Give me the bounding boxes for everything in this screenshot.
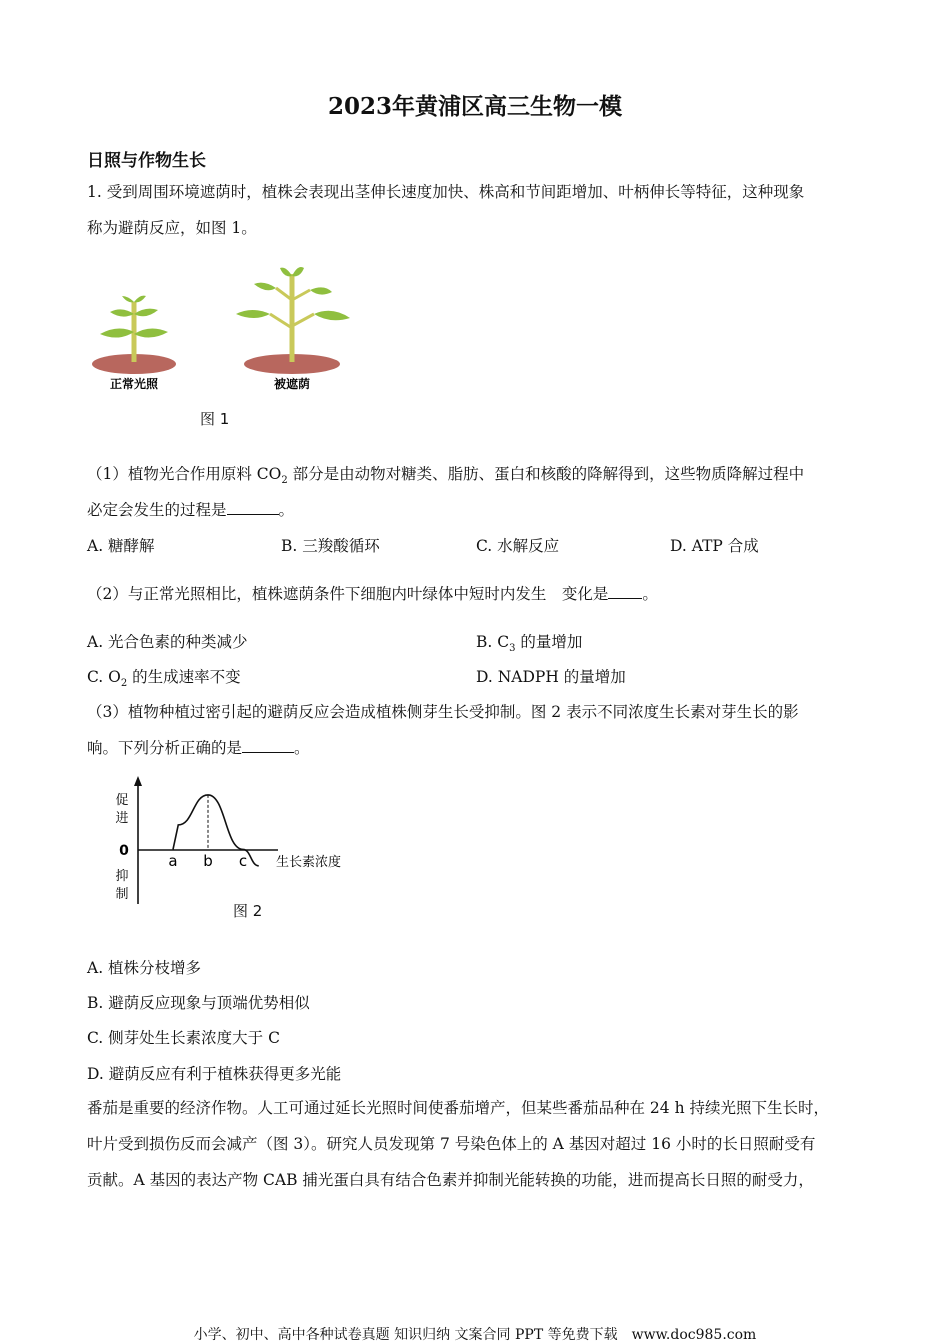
q1-1-stem-text-b: 部分是由动物对糖类、脂肪、蛋白和核酸的降解得到，这些物质降解过程中 [287, 465, 805, 483]
figure-1 [88, 262, 358, 402]
y-axis-arrow [134, 776, 142, 786]
q1-3-option-c: C. 侧芽处生长素浓度大于 C [87, 1029, 280, 1047]
page-title: 2023年黄浦区高三生物一模 [327, 93, 622, 120]
fig1-shaded-label: 被遮荫 [273, 377, 311, 391]
y-label-promote-1: 促 [115, 793, 129, 808]
q1-3-option-d: D. 避荫反应有利于植株获得更多光能 [87, 1065, 342, 1083]
x-tick-c: c [238, 852, 248, 870]
q1-1-stem-end: 。 [278, 501, 295, 519]
q1-2-option-a: A. 光合色素的种类减少 [87, 633, 248, 651]
normal-plant-illustration [92, 296, 176, 374]
q1-2-option-c [87, 667, 241, 694]
q1-1-option-b: B. 三羧酸循环 [281, 537, 380, 555]
shaded-plant-illustration [236, 267, 350, 374]
q1-3-stem-line2 [87, 738, 310, 758]
q1-2-option-b [476, 632, 582, 659]
q1-2-option-b-post: 的量增加 [515, 633, 583, 651]
q1-2-option-d: D. NADPH 的量增加 [476, 668, 626, 686]
y-label-promote-2: 进 [115, 811, 129, 826]
q1-1-option-a: A. 糖酵解 [87, 537, 155, 555]
y-label-inhibit-2: 制 [115, 887, 129, 902]
q1-intro-line2: 称为避荫反应，如图 1。 [87, 219, 257, 237]
q1-2-stem [87, 584, 658, 604]
q1-1-option-c: C. 水解反应 [476, 537, 560, 555]
q1-3-stem-line1: （3）植物种植过密引起的避荫反应会造成植株侧芽生长受抑制。图 2 表示不同浓度生长素对芽生长的影 [87, 703, 799, 721]
o2-subscript: 2 [120, 678, 128, 690]
origin-label: 0 [119, 843, 129, 859]
figure-2-chart [108, 774, 368, 914]
q1-1-stem-text-c: 必定会发生的过程是 [87, 501, 227, 519]
fig1-caption: 图 1 [200, 410, 230, 428]
q1-3-option-a: A. 植株分枝增多 [87, 959, 202, 977]
q1-1-stem-text-a: （1）植物光合作用原料 CO [87, 465, 282, 483]
x-axis-label: 生长素浓度 [276, 855, 342, 870]
fig2-caption: 图 2 [233, 902, 263, 920]
x-tick-a: a [168, 852, 178, 870]
q1-3-stem-text: 响。下列分析正确的是 [87, 739, 243, 757]
section-title: 日照与作物生长 [87, 151, 206, 171]
para2-line1: 番茄是重要的经济作物。人工可通过延长光照时间使番茄增产，但某些番茄品种在 24 h 持续光照下生长时， [87, 1099, 829, 1117]
para2-line3: 贡献。A 基因的表达产物 CAB 捕光蛋白具有结合色素并抑制光能转换的功能，进而提高长日照的耐受力， [87, 1171, 814, 1189]
q1-2-stem-end: 。 [642, 585, 658, 603]
q1-2-stem-text: （2）与正常光照相比，植株遮荫条件下细胞内叶绿体中短时内发生 变化是 [87, 585, 609, 603]
answer-blank[interactable] [242, 738, 294, 753]
para2-line2: 叶片受到损伤反而会减产（图 3）。研究人员发现第 7 号染色体上的 A 基因对超过 16 小时的长日照耐受有 [87, 1135, 816, 1153]
answer-blank[interactable] [227, 500, 279, 515]
q1-2-option-c-post: 的生成速率不变 [127, 668, 241, 686]
q1-3-option-b: B. 避荫反应现象与顶端优势相似 [87, 994, 310, 1012]
q1-2-option-c-pre: C. O [87, 668, 121, 686]
q1-1-stem-line1 [87, 464, 804, 491]
q1-3-stem-end: 。 [294, 739, 310, 757]
co2-subscript: 2 [281, 475, 288, 487]
q1-1-stem-line2 [87, 500, 294, 520]
x-tick-b: b [203, 852, 213, 870]
c3-subscript: 3 [509, 643, 516, 655]
fig1-normal-label: 正常光照 [109, 377, 159, 391]
q1-2-option-b-pre: B. C [476, 633, 510, 651]
y-label-inhibit-1: 抑 [115, 869, 129, 884]
page-footer: 小学、初中、高中各种试卷真题 知识归纳 文案合同 PPT 等免费下载 www.doc985.com [193, 1327, 757, 1343]
answer-blank[interactable] [608, 584, 642, 599]
q1-intro-line1: 1. 受到周围环境遮荫时，植株会表现出茎伸长速度加快、株高和节间距增加、叶柄伸长等特征，这种现象 [87, 183, 805, 201]
q1-1-option-d: D. ATP 合成 [670, 537, 759, 555]
